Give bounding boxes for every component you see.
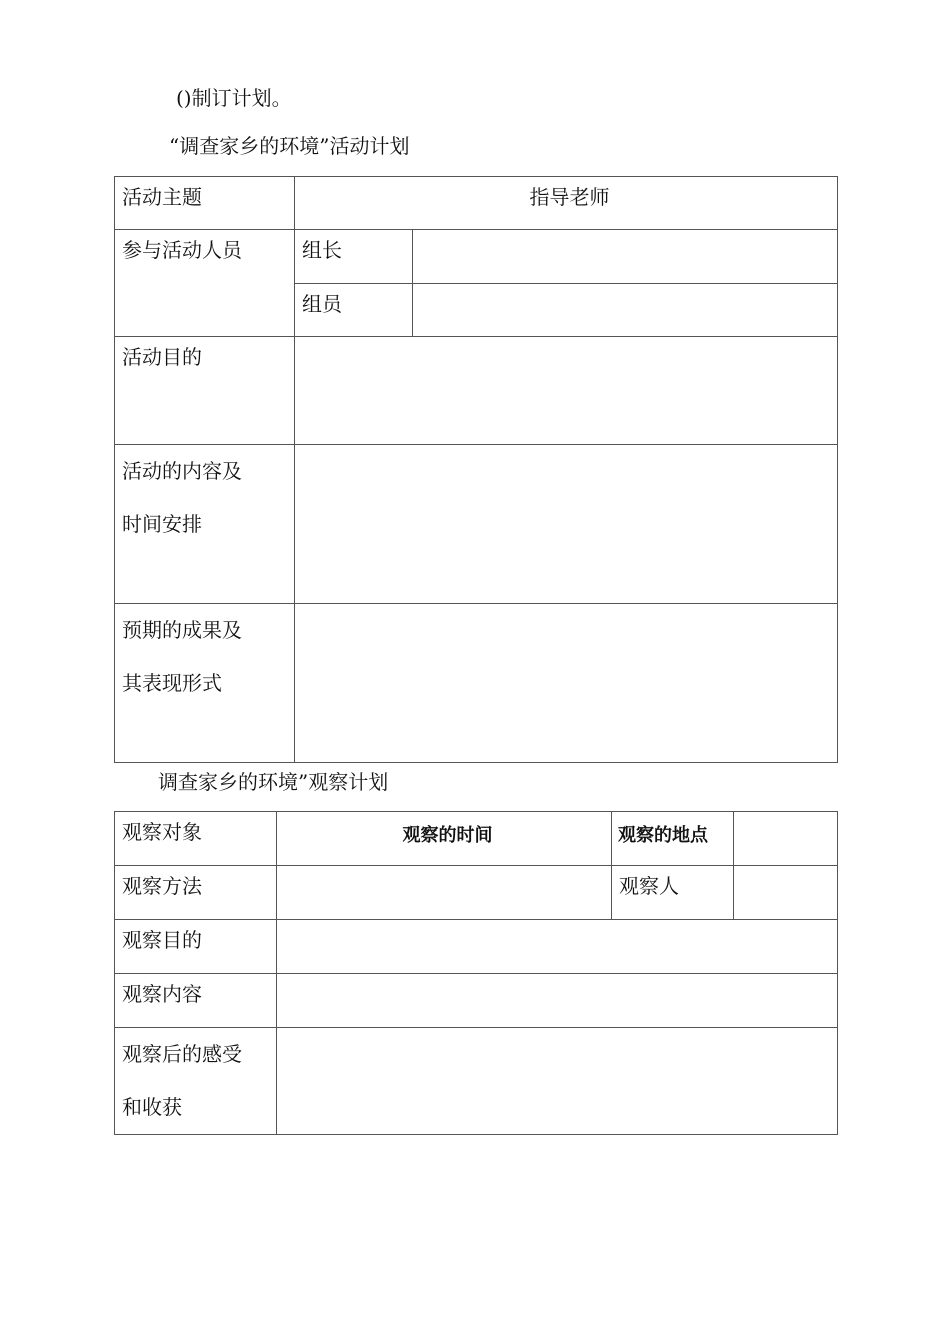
- feeling-label: [115, 1028, 277, 1135]
- table-row: [115, 604, 838, 763]
- table-row: [115, 866, 838, 920]
- observe-purpose-value[interactable]: [277, 920, 838, 974]
- observation-plan-table: [114, 811, 838, 1135]
- member-value[interactable]: [413, 284, 838, 337]
- feeling-value[interactable]: [277, 1028, 838, 1135]
- table-row: [115, 177, 838, 230]
- purpose-label: 活动目的: [115, 337, 295, 445]
- observe-content-value[interactable]: [277, 974, 838, 1028]
- leader-label: 组长: [295, 230, 413, 284]
- content-value[interactable]: [295, 445, 838, 604]
- intro-line: ()制订计划。: [176, 86, 292, 110]
- leader-value[interactable]: [413, 230, 838, 284]
- member-label: 组员: [295, 284, 413, 337]
- observer-label: 观察人: [612, 866, 734, 920]
- result-label-line2: 其表现形式: [122, 671, 222, 695]
- table-row: [115, 230, 838, 284]
- method-label: 观察方法: [115, 866, 277, 920]
- result-label: [115, 604, 295, 763]
- table-row: [115, 1028, 838, 1135]
- observe-purpose-label: 观察目的: [115, 920, 277, 974]
- table-row: [115, 812, 838, 866]
- plan-title: “调查家乡的环境”活动计划: [169, 134, 410, 158]
- place-label: 观察的地点: [612, 812, 734, 866]
- table-row: [115, 920, 838, 974]
- teacher-label: 指导老师: [295, 177, 838, 230]
- participants-label: 参与活动人员: [115, 230, 295, 337]
- content-label: [115, 445, 295, 604]
- table-row: [115, 445, 838, 604]
- purpose-value[interactable]: [295, 337, 838, 445]
- table-row: [115, 337, 838, 445]
- activity-plan-table: [114, 176, 838, 763]
- feeling-label-line2: 和收获: [122, 1095, 182, 1119]
- observe-title: 调查家乡的环境”观察计划: [158, 770, 389, 794]
- result-label-line1: 预期的成果及: [122, 618, 242, 642]
- theme-label: 活动主题: [115, 177, 295, 230]
- table-row: [115, 974, 838, 1028]
- feeling-label-line1: 观察后的感受: [122, 1042, 242, 1066]
- result-value[interactable]: [295, 604, 838, 763]
- method-value[interactable]: [277, 866, 612, 920]
- object-label: 观察对象: [115, 812, 277, 866]
- observe-content-label: 观察内容: [115, 974, 277, 1028]
- content-label-line2: 时间安排: [122, 512, 202, 536]
- time-label: 观察的时间: [277, 812, 612, 866]
- observer-value[interactable]: [734, 866, 838, 920]
- place-value[interactable]: [734, 812, 838, 866]
- content-label-line1: 活动的内容及: [122, 459, 242, 483]
